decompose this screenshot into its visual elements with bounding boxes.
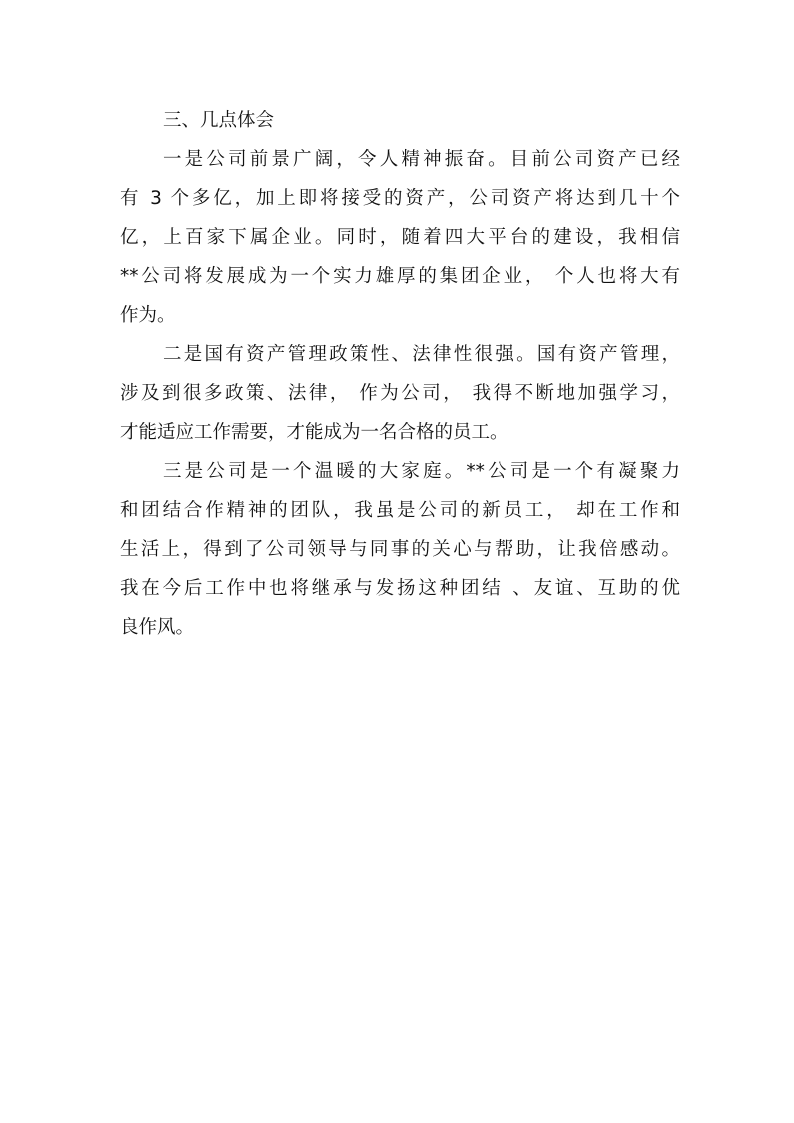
- paragraph-line: 有 3 个多亿，加上即将接受的资产，公司资产将达到几十个: [120, 188, 680, 209]
- paragraph-line: 亿，上百家下属企业。同时，随着四大平台的建设，我相信: [120, 227, 680, 248]
- paragraph-2: [120, 335, 680, 452]
- paragraph-1: [120, 140, 680, 335]
- paragraph-line: 三是公司是一个温暖的大家庭。**公司是一个有凝聚力: [163, 461, 680, 482]
- paragraph-line: 二是国有资产管理政策性、法律性很强。国有资产管理，: [163, 344, 680, 365]
- paragraph-line: 一是公司前景广阔，令人精神振奋。目前公司资产已经: [163, 149, 680, 170]
- paragraph-line: 生活上，得到了公司领导与同事的关心与帮助，让我倍感动。: [120, 539, 680, 560]
- paragraph-line: 作为。: [120, 305, 176, 326]
- paragraph-line: 才能适应工作需要，才能成为一名合格的员工。: [120, 422, 509, 443]
- paragraph-line: 和团结合作精神的团队，我虽是公司的新员工， 却在工作和: [120, 500, 680, 521]
- paragraph-line: 涉及到很多政策、法律， 作为公司， 我得不断地加强学习，: [120, 383, 680, 404]
- document-body: [120, 101, 680, 647]
- paragraph-line: 良作风。: [120, 617, 195, 638]
- paragraph-3: [120, 452, 680, 647]
- paragraph-line: 我在今后工作中也将继承与发扬这种团结 、友谊、互助的优: [120, 578, 680, 599]
- section-heading: 三、几点体会: [163, 110, 275, 131]
- paragraph-line: **公司将发展成为一个实力雄厚的集团企业， 个人也将大有: [120, 266, 680, 287]
